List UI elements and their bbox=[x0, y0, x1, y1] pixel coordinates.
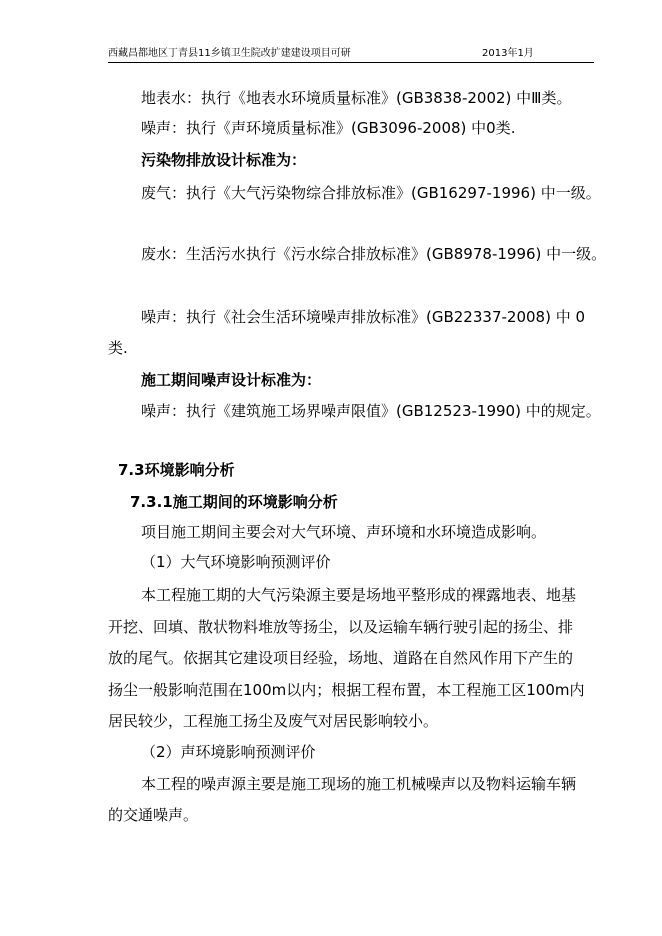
wastewater-standard: 废水：生活污水执行《污水综合排放标准》(GB8978-1996) 中一级。 bbox=[141, 245, 607, 263]
section-7-3-heading: 7.3环境影响分析 bbox=[118, 461, 235, 479]
construction-noise-heading: 施工期间噪声设计标准为： bbox=[141, 371, 322, 389]
exhaust-gas-standard: 废气：执行《大气污染物综合排放标准》(GB16297-1996) 中一级。 bbox=[141, 184, 601, 202]
noise-impact-subheading: （2）声环境影响预测评价 bbox=[141, 743, 316, 761]
air-impact-paragraph-line-1: 本工程施工期的大气污染源主要是场地平整形成的裸露地表、地基 bbox=[141, 586, 577, 604]
air-impact-paragraph-line-2: 开挖、回填、散状物料堆放等扬尘，以及运输车辆行驶引起的扬尘、排 bbox=[108, 618, 574, 636]
noise-emission-standard-continued: 类. bbox=[108, 339, 128, 357]
header-document-title: 西藏昌都地区丁青县11乡镇卫生院改扩建建设项目可研 bbox=[108, 48, 351, 59]
page-header bbox=[108, 46, 594, 62]
construction-noise-standard: 噪声：执行《建筑施工场界噪声限值》(GB12523-1990) 中的规定。 bbox=[141, 402, 601, 420]
air-impact-paragraph-line-5: 居民较少，工程施工扬尘及废气对居民影响较小。 bbox=[108, 712, 439, 730]
air-impact-subheading: （1）大气环境影响预测评价 bbox=[141, 553, 331, 571]
air-impact-paragraph-line-3: 放的尾气。依据其它建设项目经验，场地、道路在自然风作用下产生的 bbox=[108, 649, 574, 667]
header-date: 2013年1月 bbox=[482, 48, 534, 59]
noise-environment-standard: 噪声：执行《声环境质量标准》(GB3096-2008) 中0类. bbox=[141, 119, 516, 137]
section-7-3-1-heading: 7.3.1施工期间的环境影响分析 bbox=[130, 493, 338, 511]
construction-impact-intro: 项目施工期间主要会对大气环境、声环境和水环境造成影响。 bbox=[141, 523, 547, 541]
surface-water-standard: 地表水：执行《地表水环境质量标准》(GB3838-2002) 中Ⅲ类。 bbox=[141, 89, 572, 107]
noise-emission-standard: 噪声：执行《社会生活环境噪声排放标准》(GB22337-2008) 中 0 bbox=[141, 308, 586, 326]
header-divider bbox=[108, 62, 594, 63]
noise-impact-paragraph-line-1: 本工程的噪声源主要是施工现场的施工机械噪声以及物料运输车辆 bbox=[141, 775, 577, 793]
noise-impact-paragraph-line-2: 的交通噪声。 bbox=[108, 806, 199, 824]
emission-standards-heading: 污染物排放设计标准为： bbox=[141, 151, 307, 169]
air-impact-paragraph-line-4: 扬尘一般影响范围在100m以内；根据工程布置，本工程施工区100m内 bbox=[108, 681, 585, 699]
